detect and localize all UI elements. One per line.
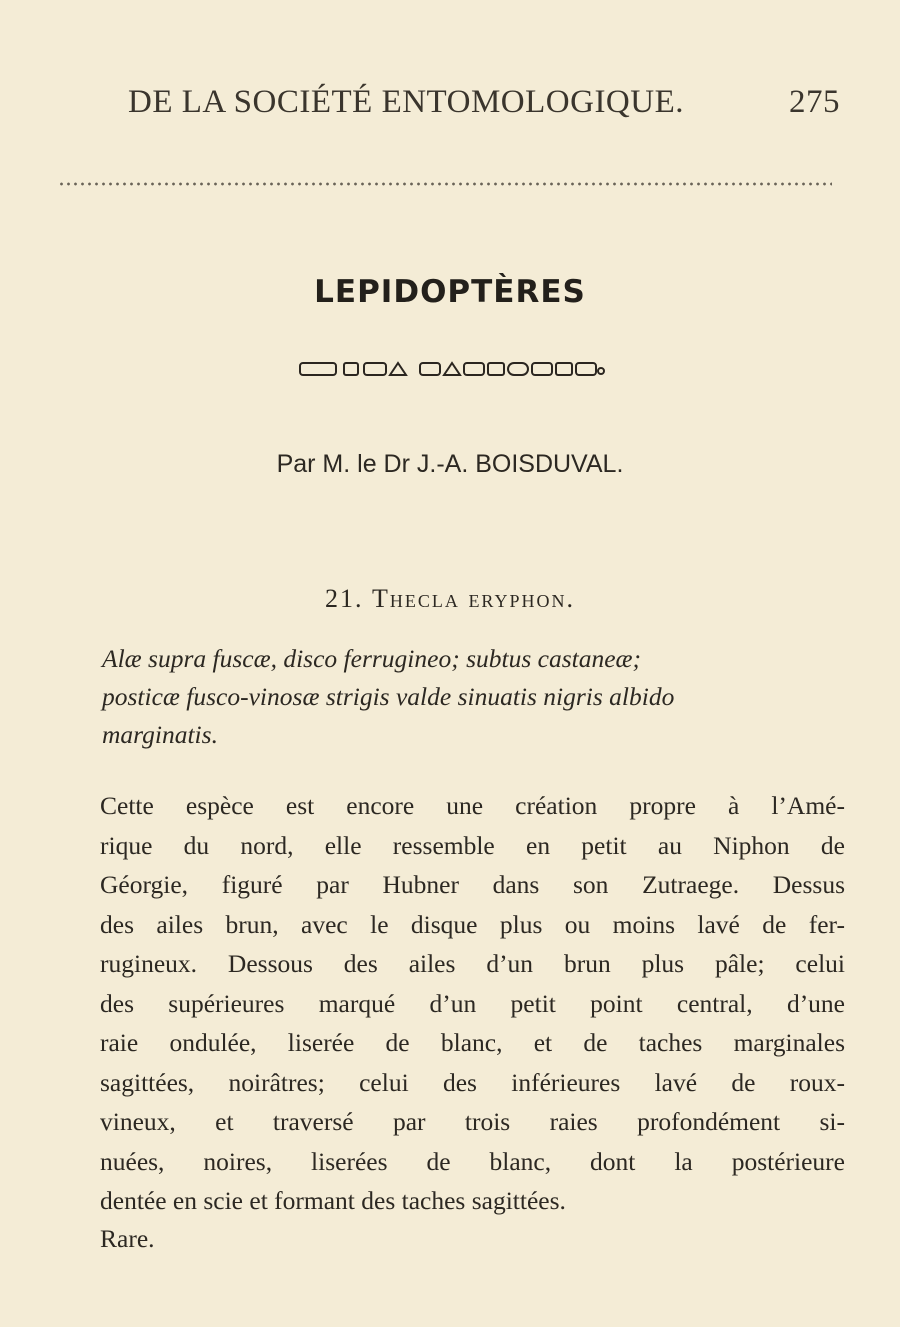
species-name: eryphon.	[468, 584, 575, 613]
body-line: rugineux. Dessous des ailes d’un brun plus pâle; celui	[100, 949, 845, 978]
body-line: vineux, et traversé par trois raies profondément si-	[100, 1107, 845, 1136]
body-line: rique du nord, elle ressemble en petit au Niphon de	[100, 830, 845, 860]
body-line: des ailes brun, avec le disque plus ou moins lavé de fer-	[100, 909, 845, 939]
species-heading	[0, 584, 900, 614]
diagnosis-line: Alæ supra fuscæ, disco ferrugineo; subtus castaneæ;	[102, 644, 642, 673]
author-line: Par M. le Dr J.-A. BOISDUVAL.	[276, 450, 624, 478]
rarity-note: Rare.	[100, 1224, 155, 1253]
species-number: 21.	[325, 584, 364, 613]
species-genus: Thecla	[372, 584, 460, 613]
dotted-rule	[58, 180, 832, 188]
body-line: Géorgie, figuré par Hubner dans son Zutraege. Dessus	[100, 870, 845, 899]
running-head	[128, 84, 840, 121]
body-line: dentée en scie et formant des taches sagittées.	[100, 1186, 566, 1215]
body-line: Cette espèce est encore une création propre à l’Amé-	[100, 791, 845, 820]
body-line: nuées, noires, liserées de blanc, dont la postérieure	[100, 1146, 845, 1176]
body-line: sagittées, noirâtres; celui des inférieures lavé de roux-	[100, 1067, 845, 1097]
page-number: 275	[789, 84, 840, 120]
body-line: raie ondulée, liserée de blanc, et de taches marginales	[100, 1028, 845, 1057]
description-paragraph	[100, 786, 845, 1221]
decorative-ornament-band	[298, 360, 606, 378]
running-title: DE LA SOCIÉTÉ ENTOMOLOGIQUE.	[128, 84, 685, 120]
diagnosis-line: marginatis.	[102, 720, 218, 749]
diagnosis-line: posticæ fusco-vinosæ strigis valde sinuatis nigris albido	[102, 682, 675, 711]
latin-diagnosis	[102, 640, 842, 754]
section-title: LEPIDOPTÈRES	[314, 274, 586, 310]
body-line: des supérieures marqué d’un petit point central, d’une	[100, 988, 845, 1018]
